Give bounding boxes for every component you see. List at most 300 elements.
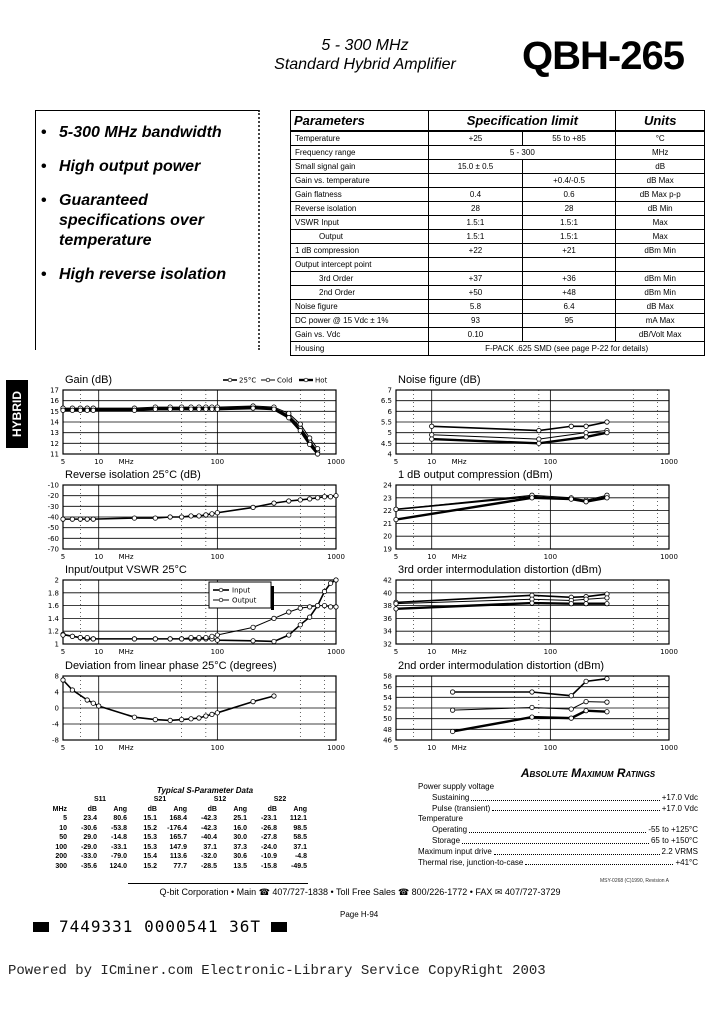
spec-value-25c: 28 <box>429 202 522 216</box>
chart-title: 1 dB output compression (dBm) <box>398 469 553 481</box>
svg-text:58: 58 <box>383 672 392 681</box>
spacer <box>40 795 70 805</box>
chart-phase <box>52 660 345 754</box>
sparam-cell: 200 <box>55 853 67 860</box>
sparam-cell: 37.3 <box>233 843 247 851</box>
sparam-header-row <box>40 805 310 815</box>
chart-title: Gain (dB) <box>65 374 113 386</box>
sparam-cell: -32.0 <box>201 853 217 860</box>
spec-value-25c: +22 <box>429 244 522 258</box>
sparam-cell: -30.6 <box>81 824 97 832</box>
sparam-cell: -35.6 <box>81 862 97 870</box>
svg-text:Hot: Hot <box>315 376 328 385</box>
spec-unit: Max <box>616 216 705 230</box>
svg-text:10: 10 <box>427 648 437 656</box>
svg-text:-4: -4 <box>52 720 59 729</box>
sparam-row <box>40 814 310 824</box>
spec-param: Output <box>291 230 429 244</box>
svg-text:1000: 1000 <box>327 648 345 656</box>
page-number: Page H-94 <box>340 910 379 919</box>
rating-value: 65 to +150°C <box>650 835 698 845</box>
chart-ip3 <box>383 564 678 658</box>
svg-text:1000: 1000 <box>660 553 678 561</box>
svg-text:38: 38 <box>383 602 392 611</box>
spec-param: 2nd Order <box>291 286 429 300</box>
barcode-block-right <box>271 922 287 932</box>
svg-text:32: 32 <box>383 640 392 649</box>
svg-text:MHz: MHz <box>118 458 134 466</box>
spec-row <box>291 216 705 230</box>
rating-label: Maximum input drive <box>418 846 492 856</box>
rating-label: Sustaining <box>432 792 470 802</box>
barcode-text: 7449331 0000541 36T <box>59 917 262 936</box>
spec-value-range <box>522 258 616 272</box>
svg-text:5: 5 <box>60 648 66 656</box>
svg-text:-60: -60 <box>47 534 59 543</box>
svg-text:12: 12 <box>50 439 59 448</box>
sparam-cell: -40.4 <box>201 834 217 841</box>
chart-vswr <box>47 564 345 658</box>
spec-value-25c: 1.5:1 <box>429 230 522 244</box>
sparam-cell: -42.3 <box>201 815 217 822</box>
svg-text:2: 2 <box>54 576 59 585</box>
chart-plot <box>47 566 346 660</box>
sparam-cell: -53.8 <box>111 824 127 832</box>
svg-text:1000: 1000 <box>327 458 345 466</box>
spec-row <box>291 202 705 216</box>
svg-text:6.5: 6.5 <box>380 397 392 406</box>
spec-row <box>291 244 705 258</box>
rating-row <box>418 836 698 847</box>
rating-label: Pulse (transient) <box>432 803 491 813</box>
spec-param: Housing <box>291 342 429 356</box>
sparam-cell: 15.3 <box>143 843 157 851</box>
spec-unit: dB/Volt Max <box>616 328 705 342</box>
feature-list-box <box>35 110 260 350</box>
sparam-cell: -10.9 <box>261 853 277 860</box>
chart-plot <box>383 471 679 565</box>
rating-label: Thermal rise, junction-to-case <box>418 857 524 867</box>
spec-unit: MHz <box>616 146 705 160</box>
svg-text:MHz: MHz <box>118 744 134 752</box>
svg-text:23: 23 <box>383 494 392 503</box>
sparam-cell: -26.8 <box>261 824 277 832</box>
svg-text:7: 7 <box>387 386 392 395</box>
svg-text:5.5: 5.5 <box>380 418 392 427</box>
sparam-subheader: MHz <box>52 805 67 813</box>
spec-row <box>291 174 705 188</box>
feature-text: High output power <box>59 158 201 175</box>
svg-text:1000: 1000 <box>660 744 678 752</box>
sparam-subheader: Ang <box>293 805 307 813</box>
svg-text:13: 13 <box>50 429 59 438</box>
sparam-subheader: Ang <box>173 805 187 813</box>
spec-param: Gain vs. Vdc <box>291 328 429 342</box>
svg-text:100: 100 <box>543 458 558 466</box>
bullet-icon: • <box>41 124 47 141</box>
absolute-maximum-ratings <box>418 766 698 868</box>
chart-plot <box>52 662 346 756</box>
svg-text:8: 8 <box>54 672 59 681</box>
frequency-range: 5 - 300 MHz <box>321 37 409 54</box>
svg-text:42: 42 <box>383 576 392 585</box>
amr-title: Absolute Maximum Ratings <box>520 766 656 780</box>
svg-text:5: 5 <box>387 429 392 438</box>
spec-unit: dB <box>616 160 705 174</box>
sparam-row <box>40 824 310 834</box>
spec-row <box>291 160 705 174</box>
feature-item <box>41 157 258 177</box>
spec-value-25c: +37 <box>429 272 522 286</box>
svg-text:1: 1 <box>54 640 59 649</box>
svg-text:5: 5 <box>393 553 399 561</box>
sparam-cell: 50 <box>59 834 67 841</box>
spec-unit: dB Max <box>616 300 705 314</box>
sparam-subheader: Ang <box>233 805 247 813</box>
svg-text:46: 46 <box>383 736 392 745</box>
svg-text:15: 15 <box>50 407 59 416</box>
feature-text: Guaranteed specifications over temperature <box>59 192 204 249</box>
chart-p1db <box>383 469 678 563</box>
spec-unit: dB Max p-p <box>616 188 705 202</box>
s-parameter-title: Typical S-Parameter Data <box>156 786 254 795</box>
sparam-cell: 100 <box>55 843 67 851</box>
spec-row <box>291 314 705 328</box>
sparam-cell: 25.1 <box>233 815 247 822</box>
sparam-cell: 15.1 <box>143 815 157 822</box>
dot-leader <box>462 836 649 844</box>
sparam-cell: 30.6 <box>233 853 247 860</box>
feature-list <box>36 111 258 285</box>
chart-plot <box>383 566 679 660</box>
svg-text:17: 17 <box>50 386 59 395</box>
svg-text:16: 16 <box>50 397 59 406</box>
spec-unit: Max <box>616 230 705 244</box>
sparam-cell: 37.1 <box>203 843 217 851</box>
company-contact: Q-bit Corporation • Main ☎ 407/727-1838 • Toll Free Sales ☎ 800/226-1772 • FAX ✉ 407/727-3729 <box>159 887 561 897</box>
svg-text:0: 0 <box>54 704 59 713</box>
svg-text:100: 100 <box>543 553 558 561</box>
sparam-group: S21 <box>153 796 167 803</box>
sparam-cell: -28.5 <box>201 862 217 870</box>
spec-value-range: +36 <box>522 272 616 286</box>
sparam-subheader: dB <box>207 805 217 813</box>
dot-leader <box>469 825 646 833</box>
sparam-cell: -29.0 <box>81 843 97 851</box>
rating-row <box>418 793 698 804</box>
svg-text:10: 10 <box>94 458 104 466</box>
sparam-cell: 147.9 <box>169 843 187 851</box>
spec-unit: mA Max <box>616 314 705 328</box>
sparam-group: S12 <box>213 796 227 803</box>
s-parameter-table <box>40 786 370 871</box>
header-units: Units <box>616 111 705 132</box>
spec-param: VSWR Input <box>291 216 429 230</box>
spec-value: F-PACK .625 SMD (see page P-22 for details) <box>429 342 705 356</box>
svg-text:5: 5 <box>60 553 66 561</box>
spec-row <box>291 272 705 286</box>
spec-value-25c: 1.5:1 <box>429 216 522 230</box>
rating-value: +17.0 Vdc <box>661 803 698 813</box>
spec-value-range: 1.5:1 <box>522 230 616 244</box>
header-spec-limit: Specification limit <box>429 111 616 132</box>
spec-value-range: 55 to +85 <box>522 131 616 146</box>
sparam-subheader: Ang <box>113 805 127 813</box>
sparam-cell: 112.1 <box>289 815 307 822</box>
part-number: QBH-265 <box>522 34 684 78</box>
sparam-cell: 16.0 <box>233 824 247 832</box>
sparam-cell: -33.0 <box>81 853 97 860</box>
rating-label: Storage <box>432 835 461 845</box>
barcode-strip <box>33 917 287 936</box>
spec-param: Frequency range <box>291 146 429 160</box>
sparam-cell: 30.0 <box>233 834 247 841</box>
sparam-group-row <box>40 795 310 805</box>
feature-text: High reverse isolation <box>59 266 227 283</box>
sparam-cell: 168.4 <box>169 815 187 822</box>
spec-param: Temperature <box>291 131 429 146</box>
chart-plot <box>383 662 679 756</box>
chart-title: Input/output VSWR 25°C <box>65 564 187 576</box>
rating-label: Temperature <box>418 814 463 824</box>
svg-text:50: 50 <box>383 715 392 724</box>
rating-row <box>418 814 698 825</box>
spec-value-25c: 15.0 ± 0.5 <box>429 160 522 174</box>
svg-text:-50: -50 <box>47 524 59 533</box>
svg-text:10: 10 <box>427 458 437 466</box>
svg-text:1.4: 1.4 <box>47 614 59 623</box>
svg-text:10: 10 <box>94 744 104 752</box>
spec-unit: dBm Min <box>616 272 705 286</box>
chart-title: Noise figure (dB) <box>398 374 481 386</box>
spec-row <box>291 146 705 160</box>
sparam-cell: 15.2 <box>143 862 157 870</box>
svg-text:36: 36 <box>383 614 392 623</box>
svg-text:34: 34 <box>383 627 392 636</box>
svg-text:10: 10 <box>427 553 437 561</box>
svg-text:1.8: 1.8 <box>47 589 59 598</box>
svg-text:48: 48 <box>383 725 392 734</box>
header-parameters: Parameters <box>291 111 429 132</box>
spec-unit: dBm Min <box>616 286 705 300</box>
sparam-cell: 23.4 <box>83 815 97 822</box>
svg-text:10: 10 <box>427 744 437 752</box>
rating-value: +17.0 Vdc <box>661 792 698 802</box>
svg-text:5: 5 <box>393 458 399 466</box>
sparam-subheader: dB <box>267 805 277 813</box>
spec-value-range: +48 <box>522 286 616 300</box>
sparam-cell: 10 <box>59 824 67 832</box>
sparam-cell: -23.1 <box>261 815 277 822</box>
svg-text:40: 40 <box>383 589 392 598</box>
rating-row <box>418 847 698 858</box>
svg-text:52: 52 <box>383 704 392 713</box>
sparam-cell: 15.2 <box>143 824 157 832</box>
svg-text:MHz: MHz <box>451 458 467 466</box>
footer-divider <box>128 883 308 884</box>
svg-text:1.6: 1.6 <box>47 602 59 611</box>
svg-text:10: 10 <box>94 553 104 561</box>
rating-value: 2.2 VRMS <box>661 846 698 856</box>
svg-text:4: 4 <box>387 450 392 459</box>
sparam-cell: 37.1 <box>293 843 307 851</box>
sparam-cell: 113.6 <box>169 853 187 860</box>
svg-text:100: 100 <box>210 648 225 656</box>
chart-title: 3rd order intermodulation distortion (dBm) <box>398 564 602 576</box>
spec-unit: dB Min <box>616 202 705 216</box>
spec-param: 1 dB compression <box>291 244 429 258</box>
rating-row <box>418 804 698 815</box>
chart-noise <box>380 374 678 468</box>
spec-row <box>291 342 705 356</box>
sparam-cell: 124.0 <box>109 862 127 870</box>
svg-text:14: 14 <box>50 418 59 427</box>
svg-text:11: 11 <box>50 450 59 459</box>
bullet-icon: • <box>41 158 47 175</box>
sparam-subheader: dB <box>147 805 157 813</box>
spec-param: DC power @ 15 Vdc ± 1% <box>291 314 429 328</box>
svg-text:1000: 1000 <box>327 553 345 561</box>
sparam-cell: 77.7 <box>173 862 187 870</box>
spec-value-25c: 5.8 <box>429 300 522 314</box>
spec-param: 3rd Order <box>291 272 429 286</box>
chart-plot <box>380 376 679 470</box>
dot-leader <box>525 858 673 866</box>
chart-reviso <box>47 469 345 563</box>
document-reference: MSY-0268 (C)1990, Revision A <box>600 878 670 884</box>
sparam-cell: -15.8 <box>261 862 277 870</box>
spec-value-range: +0.4/-0.5 <box>522 174 616 188</box>
svg-text:6: 6 <box>387 407 392 416</box>
sparam-cell: 58.5 <box>293 834 307 841</box>
watermark: Powered by ICminer.com Electronic-Library Service CopyRight 2003 <box>8 963 546 979</box>
spec-value-range: 95 <box>522 314 616 328</box>
rating-row <box>418 858 698 869</box>
svg-text:MHz: MHz <box>451 648 467 656</box>
sparam-cell: 15.4 <box>143 853 157 860</box>
spec-row <box>291 286 705 300</box>
spec-param: Noise figure <box>291 300 429 314</box>
spec-value: 5 - 300 <box>429 146 616 160</box>
svg-text:5: 5 <box>60 458 66 466</box>
spec-row <box>291 131 705 146</box>
svg-text:MHz: MHz <box>118 553 134 561</box>
chart-plot <box>47 471 346 565</box>
sparam-cell: -79.0 <box>111 853 127 860</box>
svg-text:MHz: MHz <box>451 744 467 752</box>
svg-text:100: 100 <box>210 458 225 466</box>
svg-text:-8: -8 <box>52 736 59 745</box>
rating-row <box>418 782 698 793</box>
sparam-cell: 15.3 <box>143 834 157 841</box>
svg-text:100: 100 <box>543 648 558 656</box>
svg-text:Input: Input <box>232 586 251 595</box>
spec-value-range <box>522 328 616 342</box>
sparam-cell: -24.0 <box>261 843 277 851</box>
svg-text:24: 24 <box>383 481 392 490</box>
dot-leader <box>492 804 660 812</box>
svg-text:10: 10 <box>94 648 104 656</box>
svg-text:20: 20 <box>383 532 392 541</box>
svg-text:-20: -20 <box>47 492 59 501</box>
chart-title: Reverse isolation 25°C (dB) <box>65 469 201 481</box>
spec-row <box>291 300 705 314</box>
hybrid-section-tab: HYBRID <box>6 380 28 448</box>
feature-item <box>41 265 258 285</box>
spec-value-25c: +50 <box>429 286 522 300</box>
chart-ip2 <box>383 660 678 754</box>
spec-value-range: 1.5:1 <box>522 216 616 230</box>
spec-param: Gain flatness <box>291 188 429 202</box>
spec-value-25c <box>429 174 522 188</box>
spec-value-25c: 0.4 <box>429 188 522 202</box>
spec-value-25c <box>429 258 522 272</box>
sparam-cell: -42.3 <box>201 824 217 832</box>
sparam-cell: 5 <box>63 815 67 822</box>
sparam-cell: -27.8 <box>261 834 277 841</box>
spec-row <box>291 328 705 342</box>
svg-text:21: 21 <box>383 519 392 528</box>
bullet-icon: • <box>41 266 47 283</box>
rating-label: Power supply voltage <box>418 782 495 791</box>
svg-text:56: 56 <box>383 683 392 692</box>
spec-value-25c: +25 <box>429 131 522 146</box>
rating-value: +41°C <box>675 857 698 867</box>
sparam-row <box>40 852 310 862</box>
spec-value-range: 0.6 <box>522 188 616 202</box>
chart-title: Deviation from linear phase 25°C (degrees) <box>65 660 277 672</box>
sparam-row <box>40 843 310 853</box>
spec-param: Small signal gain <box>291 160 429 174</box>
sparam-row <box>40 833 310 843</box>
chart-gain <box>50 374 345 468</box>
sparam-subheader: dB <box>87 805 97 813</box>
feature-item <box>41 123 258 143</box>
svg-text:100: 100 <box>210 744 225 752</box>
svg-text:5: 5 <box>393 744 399 752</box>
spec-row <box>291 230 705 244</box>
feature-item <box>41 191 258 251</box>
svg-text:1000: 1000 <box>660 458 678 466</box>
svg-text:4: 4 <box>54 688 59 697</box>
svg-text:Cold: Cold <box>277 376 293 385</box>
spec-value-25c: 0.10 <box>429 328 522 342</box>
svg-text:25°C: 25°C <box>239 376 257 385</box>
chart-plot <box>50 376 346 470</box>
svg-text:1.2: 1.2 <box>47 627 59 636</box>
sparam-group: S22 <box>273 796 287 803</box>
svg-text:1000: 1000 <box>660 648 678 656</box>
spec-row <box>291 188 705 202</box>
svg-text:-70: -70 <box>47 545 59 554</box>
spec-value-range <box>522 160 616 174</box>
sparam-cell: -4.8 <box>294 853 307 860</box>
product-name: Standard Hybrid Amplifier <box>274 56 456 73</box>
sparam-cell: 80.6 <box>113 815 127 822</box>
svg-text:5: 5 <box>60 744 66 752</box>
svg-text:100: 100 <box>543 744 558 752</box>
svg-text:MHz: MHz <box>118 648 134 656</box>
barcode-block-left <box>33 922 49 932</box>
spec-value-range: 6.4 <box>522 300 616 314</box>
sparam-cell: -14.8 <box>111 834 127 841</box>
spec-unit: dBm Min <box>616 244 705 258</box>
sparam-cell: 165.7 <box>169 834 187 841</box>
dot-leader <box>471 793 659 801</box>
svg-text:Output: Output <box>232 596 257 605</box>
spec-value-range: 28 <box>522 202 616 216</box>
sparam-group: S11 <box>93 796 107 803</box>
